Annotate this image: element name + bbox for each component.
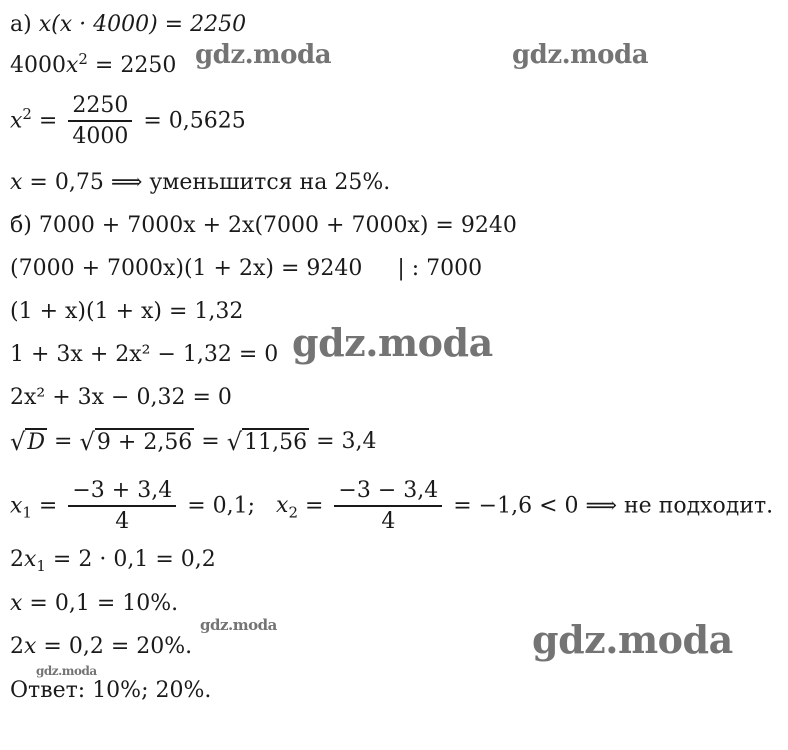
variable-x: x — [10, 170, 23, 195]
radicand: 9 + 2,56 — [96, 430, 193, 455]
equation: x(x · 4000) = 2250 — [38, 12, 247, 37]
exponent: 2 — [78, 49, 88, 68]
watermark: gdz.moda — [512, 40, 649, 70]
watermark: gdz.moda — [292, 320, 493, 365]
equals-sign: = — [194, 429, 227, 454]
coefficient: 4000 — [10, 53, 66, 78]
discriminant-symbol: D — [27, 430, 46, 455]
fraction-numerator: −3 + 3,4 — [68, 478, 176, 507]
fraction-x1 — [68, 478, 176, 535]
line-a-1 — [10, 12, 246, 37]
line-b-3 — [10, 299, 243, 324]
variable-x: x — [10, 108, 23, 134]
sqrt-value: √ 11,56 — [226, 428, 308, 456]
line-b-5 — [10, 385, 232, 410]
fraction-denominator: 4000 — [72, 124, 129, 150]
fraction-numerator: −3 − 3,4 — [334, 478, 442, 507]
line-a-2 — [10, 49, 177, 78]
fraction-x2 — [334, 478, 442, 535]
watermark: gdz.moda — [532, 617, 733, 662]
variable-x: x — [10, 591, 23, 616]
result: = 0,5625 — [136, 108, 246, 134]
equation-rest: = 2 · 0,1 = 0,2 — [45, 547, 216, 572]
equation: 1 + 3x + 2x² − 1,32 = 0 — [10, 342, 279, 367]
fraction-denominator: 4 — [381, 509, 396, 535]
line-b-9 — [10, 591, 178, 616]
equation: (1 + x)(1 + x) = 1,32 — [10, 299, 244, 324]
result: = 3,4 — [309, 429, 377, 454]
x2-value: = −1,6 < 0 ⟹ не подходит. — [446, 493, 774, 519]
equation: 2x² + 3x − 0,32 = 0 — [10, 385, 232, 410]
part-b-label: б) — [10, 213, 32, 238]
equals-sign: = — [31, 108, 65, 134]
exponent: 2 — [22, 105, 32, 124]
line-b-1 — [10, 213, 517, 238]
equation-rest: = 0,1 = 10%. — [22, 591, 179, 616]
fraction-denominator: 4 — [115, 509, 130, 535]
line-b-7 — [10, 478, 773, 535]
line-a-4 — [10, 170, 390, 195]
line-b-6 — [10, 428, 377, 455]
answer: Ответ: 10%; 20%. — [10, 678, 212, 703]
x1-value: = 0,1; — [180, 493, 256, 519]
subscript: 1 — [36, 557, 46, 576]
equation-rest: = 0,2 = 20%. — [36, 634, 193, 659]
part-a-label: а) — [10, 12, 32, 37]
variable-x: x — [24, 634, 37, 659]
answer-line — [10, 678, 211, 703]
sqrt-d: √ D — [10, 428, 46, 456]
variable-x: x — [24, 547, 37, 572]
radicand: 11,56 — [244, 430, 308, 455]
division-note: | : 7000 — [397, 256, 483, 281]
equals-sign: = — [31, 493, 65, 519]
variable-x: x — [276, 493, 289, 519]
subscript: 2 — [288, 503, 298, 522]
conclusion: = 0,75 ⟹ уменьшится на 25%. — [22, 170, 391, 195]
equals-sign: = — [47, 429, 80, 454]
subscript: 1 — [22, 503, 32, 522]
line-b-4 — [10, 342, 278, 367]
equals-sign: = — [297, 493, 331, 519]
variable-x: x — [10, 493, 23, 519]
line-b-2 — [10, 256, 482, 281]
equation: (7000 + 7000x)(1 + 2x) = 9240 — [10, 256, 363, 281]
fraction-numerator: 2250 — [68, 93, 132, 122]
sqrt-expression: √ 9 + 2,56 — [79, 428, 193, 456]
fraction — [68, 93, 132, 150]
line-b-10: 2x = 0,2 = 20%. — [10, 634, 193, 659]
equation-rest: = 2250 — [87, 53, 177, 78]
watermark: gdz.moda — [195, 40, 332, 70]
equation: 7000 + 7000x + 2x(7000 + 7000x) = 9240 — [38, 213, 517, 238]
line-a-3 — [10, 93, 246, 150]
watermark: gdz.moda — [200, 616, 277, 634]
watermark: gdz.moda — [36, 664, 97, 678]
variable-x: x — [66, 53, 79, 78]
line-b-8: $2x_1 = 2 \cdot 0,1 = 0,2$ — [10, 547, 216, 576]
